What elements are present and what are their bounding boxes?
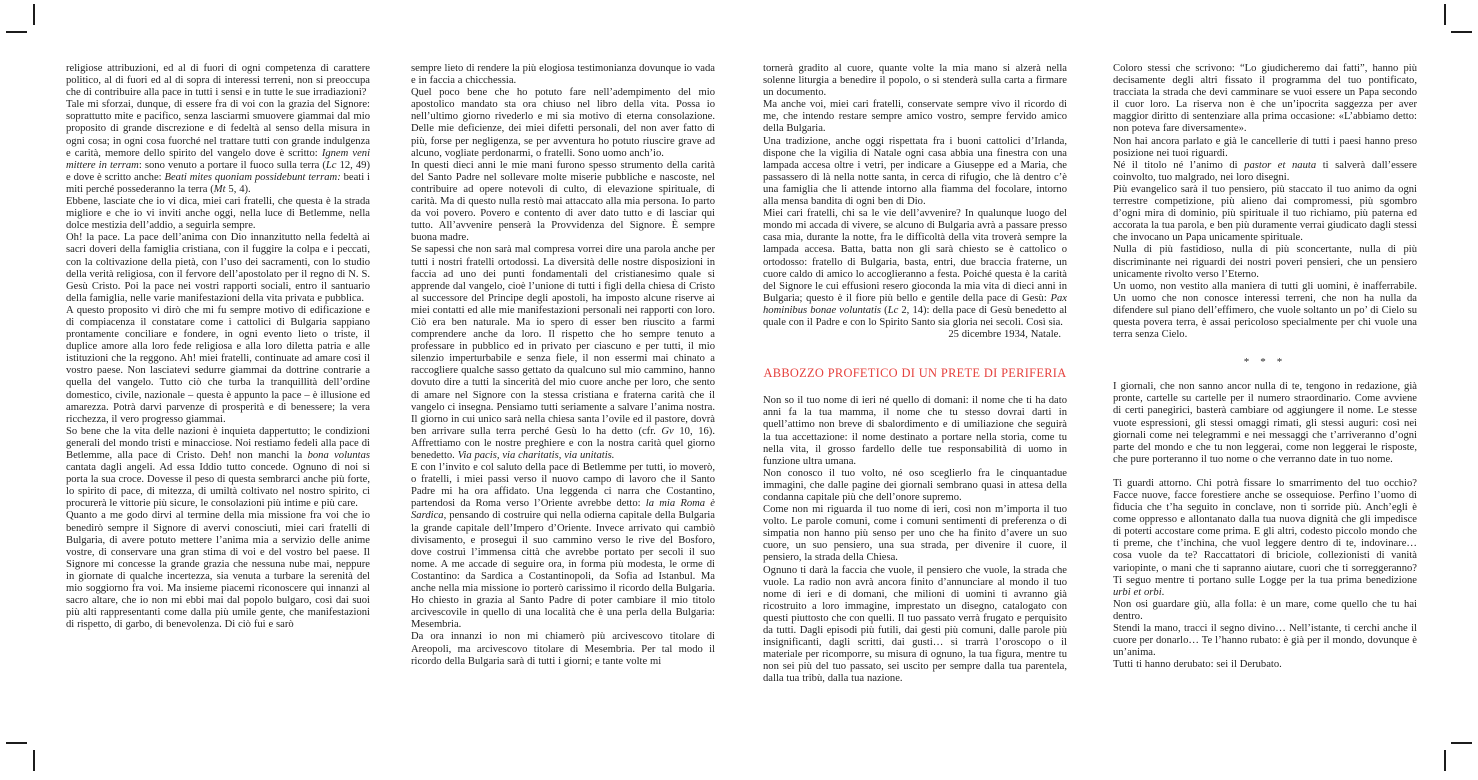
paragraph: Oh! la pace. La pace dell’anima con Dio innanzitutto nella fedeltà ai sacri doveri della famiglia cristiana, con il fuggire la colpa e i peccati, con la coltivazione della pietà, con l’uso dei sacramenti, con lo studio della verità religiosa, con il fervore dell’apostolato per il regno di N. S. Gesù Cristo. Poi la pace nei vostri rapporti sociali, entro il santuario della famiglia, nelle varie manifestazioni della vita privata e pubblica. bbox=[66, 232, 370, 304]
paragraph: tornerà gradito al cuore, quante volte la mia mano si alzerà nella solenne liturgia a benedire il popolo, o si stenderà sulla carta a firmare un documento. bbox=[763, 63, 1067, 99]
paragraph: Non osi guardare giù, alla folla: è un mare, come quello che tu hai dentro. bbox=[1113, 598, 1417, 622]
paragraph: Se sapessi che non sarà mal compresa vorrei dire una parola anche per tutti i nostri fratelli ortodossi. La diversità delle nostre disposizioni in faccia ad uno dei punti fondamentali del cristianesimo quale si apprende dal vangelo, cioè l’unione di tutti i figli della chiesa di Cristo al successore del Principe degli apostoli, ha imposto alcune riserve ai miei contatti ed alle mie manifestazioni personali nei rapporti con loro. Ciò era ben naturale. Ma io spero di esser ben riuscito a farmi comprendere anche da loro. Il rispetto che ho sempre tenuto a professare in pubblico ed in privato per ciascuno e per tutti, il mio silenzio imperturbabile e senza fiele, il non essermi mai chinato a raccogliere qualche sasso gettato da qualcuno sul mio cammino, hanno dovuto dire a tutti la sincerità del mio cuore anche per loro, che sento di amare nel Signore con la stessa cristiana e fraterna carità che il vangelo ci insegna. Pensiamo tutti seriamente a salvare l’anima nostra. Il giorno in cui unico sarà nella chiesa santa l’ovile ed il pastore, dovrà ben arrivare sulla terra perché Gesù lo ha detto (cfr. Gv 10, 16). Affrettiamo con le nostre preghiere e con la nostra carità quel giorno benedetto. Via pacis, via charitatis, via unitatis. bbox=[411, 244, 715, 461]
paragraph: Miei cari fratelli, chi sa le vie dell’avvenire? In qualunque luogo del mondo mi accada di vivere, se alcuno di Bulgaria avrà a passare presso casa mia, durante la notte, fra le difficoltà della vita troverà sempre la lampada accesa. Batta, batta non gli sarà chiesto se è cattolico o ortodosso: fratello di Bulgaria, basta, entri, due braccia fraterne, un cuore caldo di amico lo accoglieranno a festa. Poiché questa è la carità del Signore le cui effusioni resero gioconda la mia vita di dieci anni in Bulgaria; questo è il fiore più bello e gentile della pace di Gesù: Pax hominibus bonae voluntatis (Lc 2, 14): della pace di Gesù benedetto al quale con il Padre e con lo Spirito Santo sia gloria nei secoli. Così sia. bbox=[763, 208, 1067, 328]
paragraph: Non hai ancora parlato e già le cancellerie di tutti i paesi hanno preso posizione nei tuoi riguardi. bbox=[1113, 135, 1417, 159]
paragraph: sempre lieto di rendere la più elogiosa testimonianza dovunque io vada e in faccia a chicchessia. bbox=[411, 63, 715, 87]
paragraph: Ma anche voi, miei cari fratelli, conservate sempre vivo il ricordo di me, che intendo restare sempre amico vostro, sempre fervido amico della Bulgaria. bbox=[763, 99, 1067, 135]
paragraph: Una tradizione, anche oggi rispettata fra i buoni cattolici d’Irlanda, dispone che la vigilia di Natale ogni casa abbia una finestra con una lampada accesa oltre i vetri, per indicare a Giuseppe ed a Maria, che passassero di là nella notte santa, in cerca di rifugio, che là dentro c’è una famiglia che li attende intorno alla fiamma del focolare, intorno alla mensa bandita di ogni ben di Dio. bbox=[763, 135, 1067, 208]
paragraph: religiose attribuzioni, ed al di fuori di ogni competenza di carattere politico, al di fuori ed al di sopra di interessi terreni, non si preoccupa che di contribuire alla pace in tutti i sensi e in tutte le sue irradiazioni? bbox=[66, 63, 370, 99]
crop-mark-top-right-horizontal bbox=[1451, 31, 1472, 33]
crop-mark-top-right-vertical bbox=[1444, 4, 1446, 25]
paragraph: Più evangelico sarà il tuo pensiero, più staccato il tuo animo da ogni terrestre competizione, più alieno dai compromessi, più sgombro d’ogni mira di dominio, più spirituale il tuo richiamo, più paterna ed accorata la tua parola, e ben più duramente verrai giudicato dagli stessi che invocano un Papa unicamente spirituale. bbox=[1113, 183, 1417, 244]
crop-mark-top-left-horizontal bbox=[6, 31, 27, 33]
date-line: 25 dicembre 1934, Natale. bbox=[948, 329, 1061, 341]
paragraph: Non so il tuo nome di ieri né quello di domani: il nome che ti ha dato anni fa la tua mamma, il nome che tu stesso dovrai darti in quell’attimo non breve di sbalordimento e di umiliazione che seguirà la tua accettazione: il nome destinato a portare nella storia, come tu nella vita, il grosso fardello delle tue responsabilità di uomo in funzione ultra umana. bbox=[763, 395, 1067, 467]
paragraph: Un uomo, non vestito alla maniera di tutti gli uomini, è inafferrabile. Un uomo che non conosce interessi terreni, che non ha nulla da difendere sul piano dell’effimero, che vuole soltanto un po’ di Cielo su questa povera terra, è assai pericoloso specialmente per chi vuole una terra senza Cielo. bbox=[1113, 280, 1417, 341]
text-column-1 bbox=[66, 63, 370, 631]
crop-mark-bottom-left-vertical bbox=[33, 750, 35, 771]
paragraph: Nulla di più fastidioso, nulla di più sconcertante, nulla di più discriminante nei riguardi dei nostri poveri pensieri, che un pensiero unicamente rivolto verso l’Eterno. bbox=[1113, 244, 1417, 280]
paragraph: Come non mi riguarda il tuo nome di ieri, così non m’importa il tuo volto. Le parole comuni, come i comuni sentimenti di preferenza o di simpatia non hanno più senso per uno che ha finito d’avere un suo cuore, un suo pensiero, una sua strada, per divenire il cuore, il pensiero, la strada della Chiesa. bbox=[763, 504, 1067, 564]
paragraph: In questi dieci anni le mie mani furono spesso strumento della carità del Santo Padre nel sollevare molte miserie pubbliche e nascoste, nel contribuire ad opere notevoli di culto, di elevazione spirituale, di carità. Ma di questo nulla restò mai attaccato alla mia persona. Io parto da voi povero. Povero e contento di aver dato tutto e di lasciar qui tutto. All’avvenire penserà la Provvidenza del Signore. È sempre buona madre. bbox=[411, 159, 715, 244]
paragraph: Ognuno ti darà la faccia che vuole, il pensiero che vuole, la strada che vuole. La radio non avrà ancora finito d’annunciare al mondo il tuo nome di ieri e di domani, che milioni di uomini ti avranno già ricostruito a loro immagine, imprestato un disegno, catalogato con questi piuttosto che con quelli. Il tuo passato verrà frugato e perquisito da tutti. Dagli episodi più futili, dai gesti più comuni, dalle parole più insignificanti, dagli scritti, dai gusti… si trarrà l’oroscopo o il materiale per ricomporre, su misura di ognuno, la tua figura, mentre tu non sei più del tuo passato, sei uscito per sempre dalla tua parentela, dalla tua tribù, dalla tua nazione. bbox=[763, 564, 1067, 685]
paragraph: Ti guardi attorno. Chi potrà fissare lo smarrimento del tuo occhio? Facce nuove, facce forestiere anche se ossequiose. Perfino l’uomo di fiducia che t’ha seguito in conclave, non ti sorride più. Anch’egli è come oppresso e allontanato dalla tua nuova dignità che gli impedisce di poterti accostare come prima. E gli altri, codesto piccolo mondo che ti preme, che t’inchina, che vuol leggere dentro di te, indovinare… cosa vuole da te? Raccattatori di briciole, collezionisti di vanità variopinte, o mani che ti sapranno aiutare, cuori che ti sorreggeranno? Ti seguo mentre ti portano sulle Logge per la tua prima benedizione urbi et orbi. bbox=[1113, 477, 1417, 598]
paragraph: A questo proposito vi dirò che mi fu sempre motivo di edificazione e di compiacenza il constatare come i cattolici di Bulgaria sappiano prontamente conciliare e fondere, in ogni evento lieto o triste, il duplice amore alla loro fede religiosa e alla loro diletta patria e alle istituzioni che la reggono. Ah! miei fratelli, continuate ad amare così il vostro paese. Non lasciatevi sedurre giammai da dottrine contrarie a quella del vangelo. Tutto ciò che turba la tranquillità dell’ordine domestico, civile, nazionale – questa è appunto la pace – è illusione ed amarezza. Potrà darvi parvenze di prosperità e di benessere; la vera ricchezza, il vero progresso giammai. bbox=[66, 304, 370, 425]
paragraph: Tale mi sforzai, dunque, di essere fra di voi con la grazia del Signore: soprattutto mite e pacifico, senza lasciarmi smuovere giammai dal mio proposito di grande discrezione e di fedeltà al senso della misura in ogni cosa; in ogni cosa fuorché nel trattare tutti con grande indulgenza e carità, memore dello spirito del vangelo dove è scritto: Ignem veni mittere in terram: sono venuto a portare il fuoco sulla terra (Lc 12, 49) e dove è scritto anche: Beati mites quoniam possidebunt terram: beati i miti perché possederanno la terra (Mt 5, 4). bbox=[66, 99, 371, 195]
text-column-3 bbox=[763, 63, 1067, 686]
paragraph: E con l’invito e col saluto della pace di Betlemme per tutti, io moverò, o fratelli, i miei passi verso il nuovo campo di lavoro che il Santo Padre mi ha ora affidato. Una leggenda ci narra che Costantino, partendosi da Roma verso l’Oriente avrebbe detto: la mia Roma è Sardica, pensando di costruire qui nella odierna capitale della Bulgaria la grande capitale dell’Impero d’Oriente. Invece arrivato qui cambiò divisamento, e proseguì il suo cammino verso le rive del Bosforo, dove costruì l’immensa città che avrebbe portato per secoli il suo nome. A me accade di seguire ora, in forma più modesta, le orme di Costantino: da Sardica a Costantinopoli, da Sofia ad Istanbul. Ma anche nella mia missione io porterò carissimo il ricordo della Bulgaria. Ho chiesto in grazia al Santo Padre di poter cambiare il mio titolo arcivescovile in quello di una località che è una perla della Bulgaria: Mesembria. bbox=[411, 462, 715, 631]
text-column-4 bbox=[1113, 63, 1417, 671]
crop-mark-bottom-right-horizontal bbox=[1451, 742, 1472, 744]
separator-stars: * * * bbox=[1243, 356, 1287, 369]
paragraph: Stendi la mano, tracci il segno divino… Nell’istante, ti cerchi anche il cuore per donarlo… Te l’hanno rubato: è già per il mondo, dovunque è un’anima. bbox=[1113, 623, 1417, 659]
paragraph: Quanto a me godo dirvi al termine della mia missione fra voi che io benedirò sempre il Signore di avervi conosciuti, miei cari fratelli di Bulgaria, di avere potuto mettere l’anima mia a servizio delle anime vostre, di conservare una gran stima di voi e del vostro bel paese. Il Signore mi concesse la grande grazia che nessuna nube mai, neppure in giornate di qualche incertezza, sia venuta a turbare la serenità del mio soggiorno fra voi. Ma insieme piacemi riconoscere qui innanzi al sacro altare, che io non mi ebbi mai dal popolo bulgaro, così dai suoi più alti rappresentanti come dalla più umile gente, che manifestazioni di rispetto, di garbo, di benevolenza. Di ciò fui e sarò bbox=[66, 510, 370, 631]
paragraph: Non conosco il tuo volto, né oso sceglierlo fra le cinquantadue immagini, che dalle pagine dei giornali sembrano quasi in attesa della condanna capitale più che dell’onore supremo. bbox=[763, 467, 1067, 503]
crop-mark-bottom-right-vertical bbox=[1444, 750, 1446, 771]
section-heading: ABBOZZO PROFETICO DI UN PRETE DI PERIFERIA bbox=[763, 366, 1067, 381]
paragraph: Quel poco bene che ho potuto fare nell’adempimento del mio apostolico mandato sta ora chiuso nel libro della vita. Possa io nell’ultimo giorno rivederlo e mi sia motivo di eterna consolazione. Delle mie deficienze, dei miei difetti personali, del non aver fatto di più, forse per negligenza, se per avventura ho potuto riuscire grave ad alcuno, vogliate perdonarmi, o fratelli. Sono uomo anch’io. bbox=[411, 87, 715, 159]
paragraph-gap bbox=[1113, 466, 1417, 478]
crop-mark-bottom-left-horizontal bbox=[6, 742, 27, 744]
paragraph: Coloro stessi che scrivono: “Lo giudicheremo dai fatti”, hanno più decisamente degli altri fissato il programma del tuo pontificato, tracciata la strada che devi camminare se vuoi essere un Papa secondo il cuor loro. La riserva non è che un’ipocrita saggezza per aver maggior diritto di sentenziare alla prima occasione: «L’abbiamo detto: non poteva fare diversamente». bbox=[1113, 63, 1417, 135]
paragraph: Da ora innanzi io non mi chiamerò più arcivescovo titolare di Areopoli, ma arcivescovo titolare di Mesembria. Per tal modo il ricordo della Bulgaria sarà di tutti i giorni; e tante volte mi bbox=[411, 631, 715, 667]
paragraph: Tutti ti hanno derubato: sei il Derubato. bbox=[1113, 659, 1282, 671]
paragraph: Ebbene, lasciate che io vi dica, miei cari fratelli, che questa è la strada migliore e che io vi inviti anche oggi, nella luce di Betlemme, nella dolce mestizia dell’addio, a seguirla sempre. bbox=[66, 196, 370, 232]
crop-mark-top-left-vertical bbox=[33, 4, 35, 25]
paragraph: So bene che la vita delle nazioni è inquieta dappertutto; le condizioni generali del mondo tristi e minacciose. Noi restiamo fedeli alla pace di Betlemme, alla pace di Cristo. Deh! non manchi la bona voluntas cantata dagli angeli. Ad essa Iddio tutto concede. Ognuno di noi si porta la sua croce. Dovesse il peso di questa sembrarci anche più forte, lo spirito di pace, di mitezza, di umiltà coltivato nel nostro spirito, ci procurerà le vittorie più sicure, le consolazioni più intime e più care. bbox=[66, 425, 370, 510]
text-column-2 bbox=[411, 63, 715, 668]
paragraph: I giornali, che non sanno ancor nulla di te, tengono in redazione, già pronte, cartelle su cartelle per il numero straordinario. Come avviene di certi panegirici, basterà cambiare od aggiungere il nome. Le stesse vuote espressioni, gli stessi omaggi rimati, gli stessi auguri: così nei giornali come nei telegrammi e nei messaggi che t’arriveranno d’ogni parte del mondo e che tu non leggerai, come non leggerai le risposte, che pure porteranno il tuo nome o che verranno date in tuo nome. bbox=[1113, 381, 1417, 465]
paragraph: Né il titolo né l’animo di pastor et nauta ti salverà dall’essere coinvolto, tuo malgrado, nei loro disegni. bbox=[1113, 159, 1417, 183]
